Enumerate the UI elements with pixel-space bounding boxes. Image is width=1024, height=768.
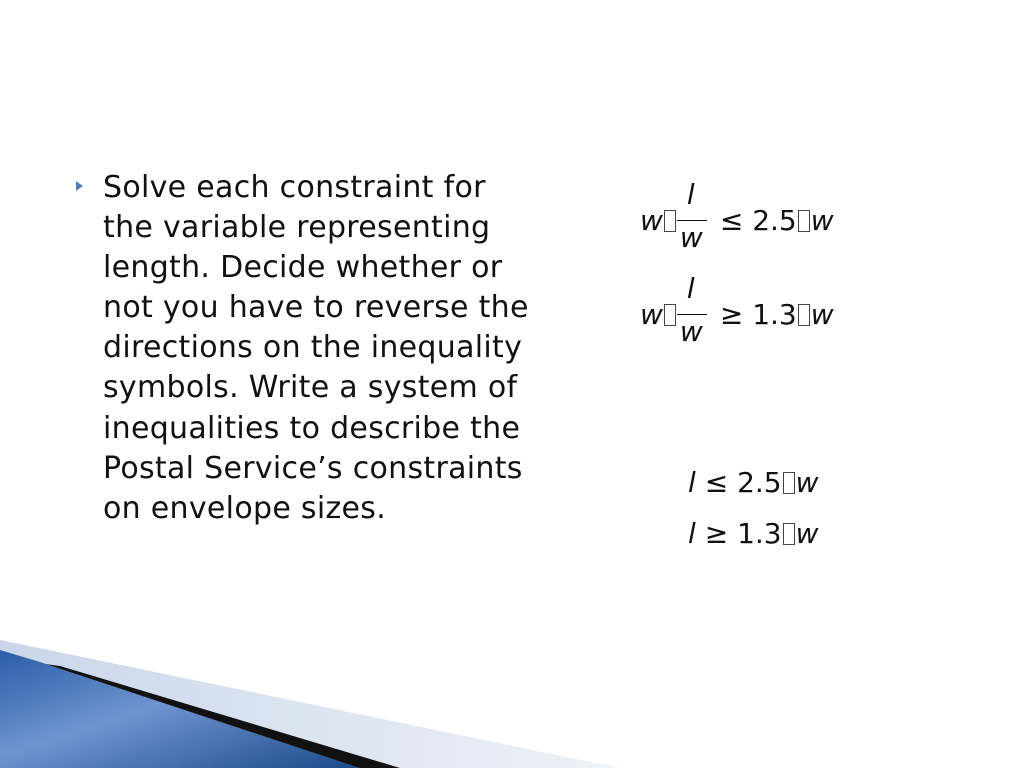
equation-4-operator: ≥ [704,517,729,550]
equation-3-operator: ≤ [704,466,729,499]
equation-2-operator: ≥ [719,298,744,331]
fraction [677,272,711,348]
bullet-arrow-icon [76,181,83,191]
missing-glyph-icon [783,472,795,494]
equation-3-rhs-var: w [795,466,819,499]
equation-2-rhs-var: w [810,298,834,331]
equation-3-rhs: 2.5 [737,466,782,499]
fraction-numerator: l [686,272,695,305]
equation-4-rhs: 1.3 [737,517,782,550]
equation-1-operator: ≤ [719,204,744,237]
missing-glyph-icon [664,210,676,232]
equation-3 [688,466,819,499]
equation-3-lhs: l [688,466,696,499]
equation-2 [640,272,834,348]
missing-glyph-icon [798,210,810,232]
equation-2-lhs: w [640,298,663,331]
equation-4 [688,517,819,550]
missing-glyph-icon [664,304,676,326]
fraction-denominator: w [679,221,703,254]
equation-1-rhs: 2.5 [752,204,797,237]
equation-1 [640,178,834,254]
equation-1-lhs: w [640,204,663,237]
bullet-text: Solve each constraint for the variable representing length. Decide whether or not you have to reverse the directions on the inequality symbols. Write a system of inequalities to describe the Postal Service’s constraints on envelope sizes. [103,170,529,526]
equation-4-rhs-var: w [795,517,819,550]
equation-2-rhs: 1.3 [752,298,797,331]
equation-4-lhs: l [688,517,696,550]
equation-1-rhs-var: w [810,204,834,237]
corner-decoration [0,640,620,768]
missing-glyph-icon [783,523,795,545]
fraction-denominator: w [679,315,703,348]
fraction [677,178,711,254]
fraction-numerator: l [686,178,695,211]
missing-glyph-icon [798,304,810,326]
